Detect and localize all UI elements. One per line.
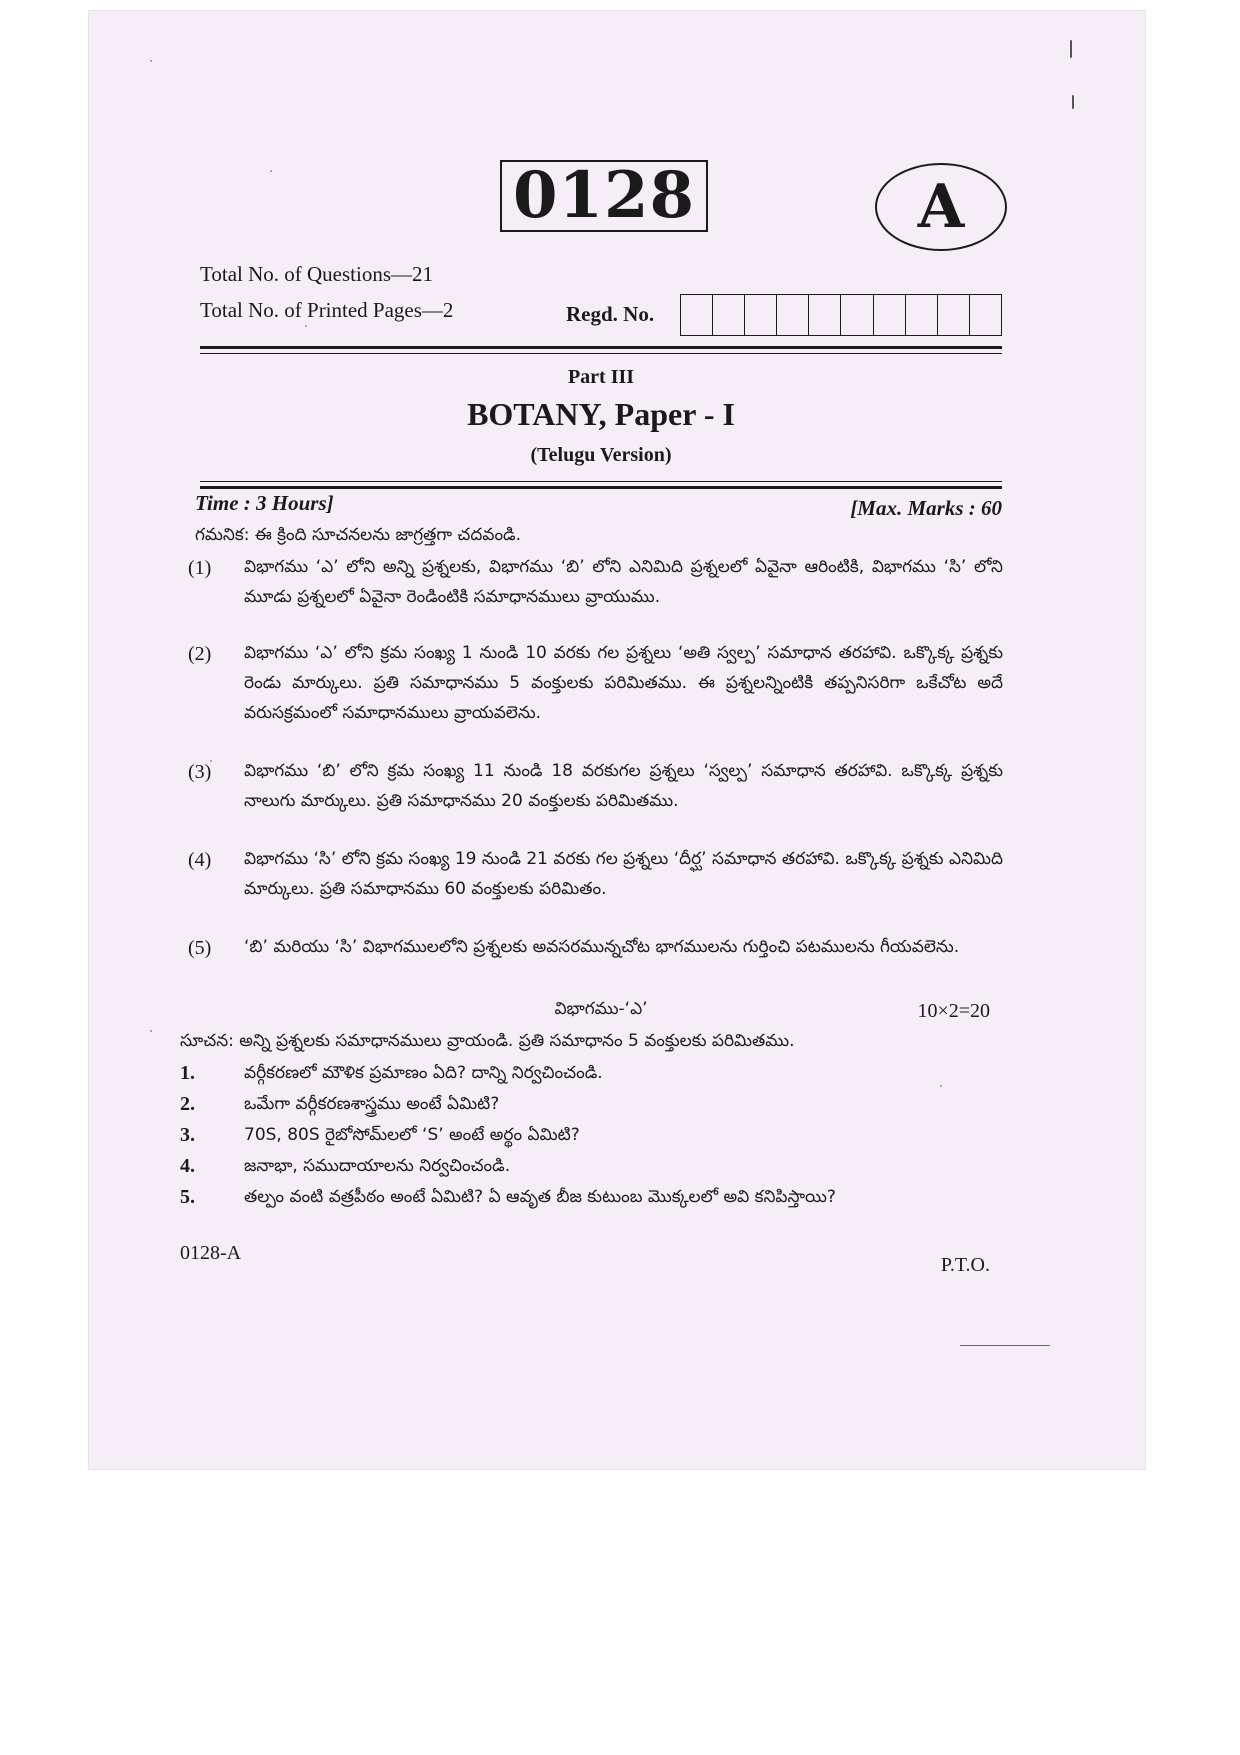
title-rule-thin — [200, 481, 1002, 482]
instruction-1 — [188, 552, 1003, 612]
paper-code-box — [500, 160, 708, 232]
question-number: 2. — [180, 1093, 195, 1115]
section-title: విభాగము-‘ఎ’ — [554, 999, 648, 1019]
instruction-number: (5) — [188, 937, 212, 959]
question-3 — [180, 1120, 1002, 1150]
instruction-text: విభాగము ‘బి’ లోని క్రమ సంఖ్య 11 నుండి 18 వరకుగల ప్రశ్నలు ‘స్వల్ప’ సమాధాన తరహావి. ఒక్కొక్క ప్రశ్నకు నాలుగు మార్కులు. ప్రతి సమాధానము 20 వంక్తులకు పరిమితము. — [244, 761, 1003, 811]
subject-title: BOTANY, Paper - I — [467, 396, 735, 432]
time-label: Time : 3 Hours] — [195, 491, 334, 515]
question-text: 70S, 80S రైబోసోమ్‌లలో ‘S’ అంటే అర్థం ఏమిటి? — [244, 1125, 580, 1145]
instruction-number: (4) — [188, 849, 212, 871]
question-text: తల్పం వంటి వత్రపీఠం అంటే ఏమిటి? ఏ ఆవృత బీజ కుటుంబ మొక్కలలో అవి కనిపిస్తాయి? — [244, 1187, 836, 1207]
instruction-number: (1) — [188, 557, 212, 579]
total-pages: Total No. of Printed Pages—2 — [200, 298, 454, 322]
total-questions: Total No. of Questions—21 — [200, 262, 434, 286]
question-5 — [180, 1182, 1002, 1212]
instruction-text: ‘బి’ మరియు ‘సి’ విభాగములలోని ప్రశ్నలకు అవసరమున్నచోట భాగములను గుర్తించి పటములను గీయవలెను. — [244, 937, 960, 957]
instruction-text: విభాగము ‘ఎ’ లోని అన్ని ప్రశ్నలకు, విభాగము ‘బి’ లోని ఎనిమిది ప్రశ్నలలో ఏవైనా ఆరింటికి, విభాగము ‘సి’ లోని మూడు ప్రశ్నలలో ఏవైనా రెండింటికి సమాధానములు వ్రాయుము. — [244, 557, 1003, 607]
section-marks: 10×2=20 — [917, 1000, 990, 1022]
instruction-4 — [188, 844, 1003, 904]
version-label: (Telugu Version) — [530, 444, 672, 466]
question-number: 4. — [180, 1155, 195, 1177]
variant-badge — [875, 163, 1007, 251]
header-rule-thin — [200, 353, 1002, 354]
part-label: Part III — [567, 366, 635, 388]
instruction-text: విభాగము ‘సి’ లోని క్రమ సంఖ్య 19 నుండి 21 వరకు గల ప్రశ్నలు ‘దీర్ఘ’ సమాధాన తరహావి. ఒక్కొక్క ప్రశ్నకు ఎనిమిది మార్కులు. ప్రతి సమాధానము 60 వంక్తులకు పరిమితం. — [244, 849, 1003, 899]
question-text: జనాభా, సముదాయాలను నిర్వచించండి. — [244, 1156, 511, 1176]
question-text: ఒమేగా వర్గీకరణశాస్త్రము అంటే ఏమిటి? — [244, 1094, 500, 1114]
instruction-2 — [188, 638, 1003, 728]
header-rule — [200, 346, 1002, 349]
regd-number-boxes — [680, 294, 1002, 336]
question-2 — [180, 1089, 1002, 1119]
note-heading: గమనిక: ఈ క్రింది సూచనలను జాగ్రత్తగా చదవండి. — [195, 525, 522, 545]
question-number: 5. — [180, 1186, 195, 1208]
variant-letter: A — [917, 172, 965, 242]
max-marks: [Max. Marks : 60 — [850, 496, 1002, 520]
instruction-5 — [188, 932, 1003, 963]
paper-code: 0128 — [512, 158, 696, 233]
question-1 — [180, 1058, 1002, 1088]
title-rule — [200, 486, 1002, 489]
instruction-number: (3) — [188, 761, 212, 783]
footer-pto: P.T.O. — [940, 1254, 990, 1276]
footer-code: 0128-A — [180, 1242, 242, 1264]
instruction-text: విభాగము ‘ఎ’ లోని క్రమ సంఖ్య 1 నుండి 10 వరకు గల ప్రశ్నలు ‘అతి స్వల్ప’ సమాధాన తరహావి. ఒక్కొక్క ప్రశ్నకు రెండు మార్కులు. ప్రతి సమాధానము 5 వంక్తులకు పరిమితము. ఈ ప్రశ్నలన్నింటికి తప్పనిసరిగా ఒకేచోట అదే వరుసక్రమంలో సమాధానములు వ్రాయవలెను. — [244, 643, 1003, 723]
section-note: సూచన: అన్ని ప్రశ్నలకు సమాధానములు వ్రాయండి. ప్రతి సమాధానం 5 వంక్తులకు పరిమితము. — [180, 1031, 795, 1051]
question-number: 1. — [180, 1062, 195, 1084]
question-4 — [180, 1151, 1002, 1181]
question-number: 3. — [180, 1124, 195, 1146]
question-text: వర్గీకరణలో మౌళిక ప్రమాణం ఏది? దాన్ని నిర్వచించండి. — [244, 1063, 603, 1083]
instruction-number: (2) — [188, 643, 212, 665]
instruction-3 — [188, 756, 1003, 816]
regd-label: Regd. No. — [566, 302, 655, 326]
